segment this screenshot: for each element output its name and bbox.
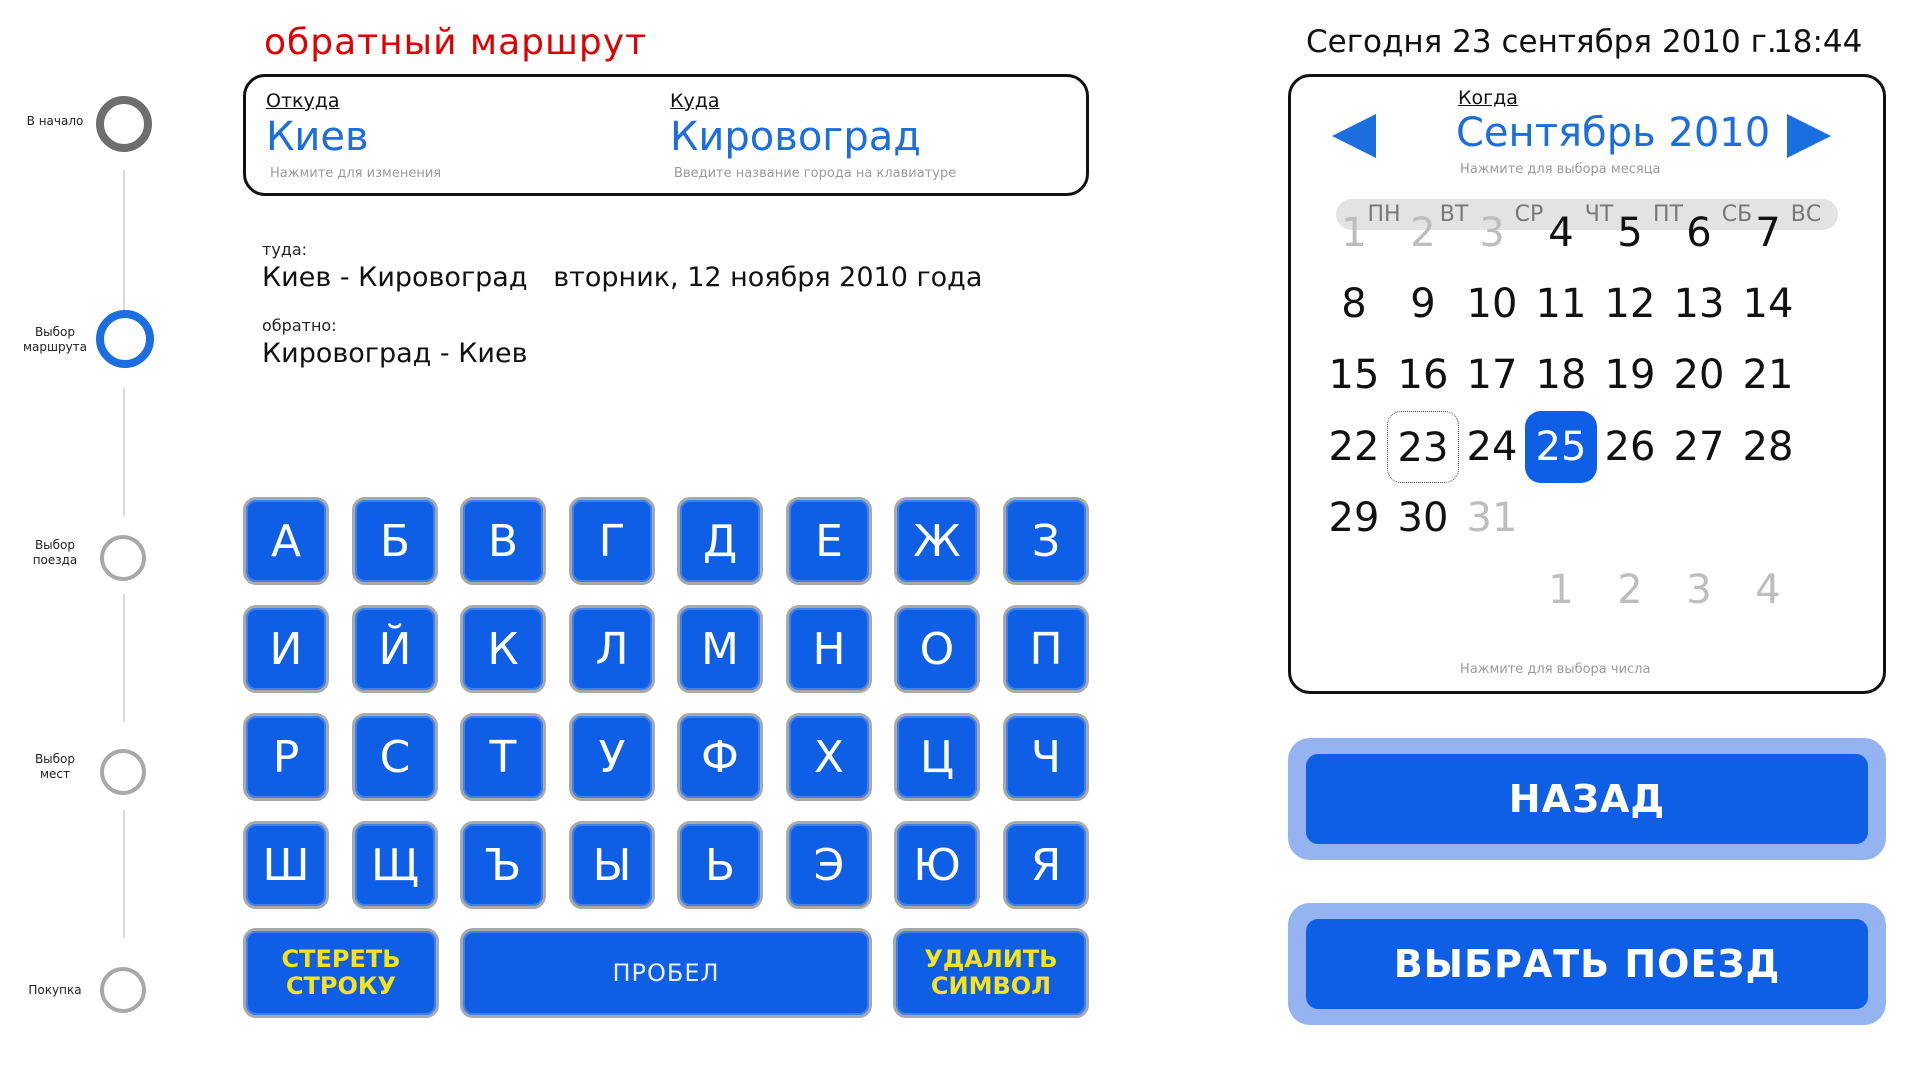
key-letter[interactable]: Э (786, 821, 872, 909)
today-date: Сегодня 23 сентября 2010 г. (1306, 24, 1777, 60)
route-title: обратный маршрут (264, 22, 648, 63)
calendar-day[interactable]: 27 (1673, 424, 1725, 470)
calendar-day[interactable]: 19 (1604, 352, 1656, 398)
calendar-day[interactable]: 17 (1466, 352, 1518, 398)
key-letter[interactable]: Б (352, 497, 438, 585)
step-done-icon (96, 96, 152, 152)
calendar-day[interactable]: 24 (1466, 424, 1518, 470)
key-letter[interactable]: Ж (894, 497, 980, 585)
key-letter[interactable]: Ч (1003, 713, 1089, 801)
calendar-day[interactable]: 16 (1397, 352, 1449, 398)
calendar-day-today[interactable]: 23 (1387, 411, 1459, 483)
calendar-day: 3 (1686, 567, 1712, 613)
key-letter[interactable]: Н (786, 605, 872, 693)
calendar-day[interactable]: 7 (1755, 210, 1781, 256)
month-hint: Нажмите для выбора месяца (1460, 162, 1661, 177)
step-purchase[interactable] (0, 960, 160, 1020)
there-caption: туда: (262, 240, 308, 259)
calendar-day: 3 (1479, 210, 1505, 256)
calendar-day[interactable]: 10 (1466, 281, 1518, 327)
calendar-day[interactable]: 22 (1328, 424, 1380, 470)
key-letter[interactable]: В (460, 497, 546, 585)
from-hint: Нажмите для изменения (270, 166, 442, 181)
to-hint: Введите название города на клавиатуре (674, 166, 957, 181)
calendar-day: 1 (1548, 567, 1574, 613)
key-letter[interactable]: С (352, 713, 438, 801)
step-pending-icon (100, 749, 146, 795)
calendar-day[interactable]: 11 (1535, 281, 1587, 327)
step-connector (123, 594, 125, 722)
day-hint: Нажмите для выбора числа (1460, 662, 1651, 677)
calendar-day[interactable]: 6 (1686, 210, 1712, 256)
step-label: Покупка (28, 983, 82, 997)
key-letter[interactable]: А (243, 497, 329, 585)
there-line: Киев - Кировоград вторник, 12 ноября 2010 года (262, 262, 983, 293)
key-letter[interactable]: Х (786, 713, 872, 801)
weekday-label: ВС (1790, 202, 1822, 227)
clear-line-button[interactable]: СТЕРЕТЬ СТРОКУ (243, 928, 439, 1018)
key-letter[interactable]: Щ (352, 821, 438, 909)
current-time: 18:44 (1773, 24, 1863, 60)
step-label: В начало (26, 114, 84, 128)
key-letter[interactable]: М (677, 605, 763, 693)
key-letter[interactable]: Ь (677, 821, 763, 909)
calendar-day[interactable]: 4 (1548, 210, 1574, 256)
key-letter[interactable]: Л (569, 605, 655, 693)
key-letter[interactable]: Ф (677, 713, 763, 801)
key-letter[interactable]: И (243, 605, 329, 693)
key-letter[interactable]: Ы (569, 821, 655, 909)
from-value: Киев (266, 114, 369, 160)
calendar-day[interactable]: 20 (1673, 352, 1725, 398)
to-caption: Куда (670, 90, 720, 112)
weekday-label: СБ (1721, 202, 1753, 227)
calendar-month[interactable]: Сентябрь 2010 (1456, 110, 1771, 156)
step-label: Выбор мест (34, 752, 76, 781)
step-pending-icon (100, 967, 146, 1013)
calendar-day: 2 (1410, 210, 1436, 256)
to-value: Кировоград (670, 114, 921, 160)
step-connector (123, 810, 125, 938)
calendar-day[interactable]: 21 (1742, 352, 1794, 398)
key-letter[interactable]: Р (243, 713, 329, 801)
key-letter[interactable]: Д (677, 497, 763, 585)
step-pending-icon (100, 535, 146, 581)
back-line: Кировоград - Киев (262, 338, 528, 369)
key-letter[interactable]: Е (786, 497, 872, 585)
calendar-day: 2 (1617, 567, 1643, 613)
key-letter[interactable]: Т (460, 713, 546, 801)
key-letter[interactable]: Й (352, 605, 438, 693)
calendar-day[interactable]: 15 (1328, 352, 1380, 398)
calendar-day[interactable]: 29 (1328, 495, 1380, 541)
step-train[interactable] (0, 530, 160, 590)
step-seats[interactable] (0, 744, 160, 804)
weekday-label: ЧТ (1584, 202, 1614, 227)
calendar-day: 31 (1466, 495, 1518, 541)
key-letter[interactable]: Ю (894, 821, 980, 909)
calendar-day[interactable]: 18 (1535, 352, 1587, 398)
back-caption: обратно: (262, 316, 337, 335)
step-label: Выбор поезда (32, 538, 78, 567)
key-letter[interactable]: Я (1003, 821, 1089, 909)
step-current-icon (96, 310, 154, 368)
weekday-label: ВТ (1439, 202, 1469, 227)
calendar-day[interactable]: 14 (1742, 281, 1794, 327)
key-letter[interactable]: Ц (894, 713, 980, 801)
back-button[interactable]: НАЗАД (1306, 754, 1868, 844)
calendar-day: 1 (1341, 210, 1367, 256)
route-box (243, 74, 1089, 196)
choose-train-button[interactable]: ВЫБРАТЬ ПОЕЗД (1306, 919, 1868, 1009)
calendar-day: 4 (1755, 567, 1781, 613)
next-month-icon[interactable] (1787, 114, 1831, 158)
choose-train-button-frame (1288, 903, 1886, 1025)
step-connector (123, 170, 125, 310)
weekday-label: ПН (1367, 202, 1401, 227)
calendar-day[interactable]: 8 (1341, 281, 1367, 327)
calendar-day[interactable]: 13 (1673, 281, 1725, 327)
calendar-day-selected[interactable]: 25 (1525, 411, 1597, 483)
weekday-label: СР (1514, 202, 1544, 227)
calendar-day[interactable]: 26 (1604, 424, 1656, 470)
calendar-day[interactable]: 9 (1410, 281, 1436, 327)
calendar-day[interactable]: 28 (1742, 424, 1794, 470)
from-caption: Откуда (266, 90, 340, 112)
key-letter[interactable]: У (569, 713, 655, 801)
key-letter[interactable]: О (894, 605, 980, 693)
key-letter[interactable]: К (460, 605, 546, 693)
calendar-day[interactable]: 30 (1397, 495, 1449, 541)
key-letter[interactable]: П (1003, 605, 1089, 693)
space-button[interactable]: ПРОБЕЛ (460, 928, 872, 1018)
step-connector (123, 388, 125, 516)
key-letter[interactable]: З (1003, 497, 1089, 585)
step-home[interactable] (0, 96, 160, 156)
calendar-caption: Когда (1458, 87, 1518, 109)
key-letter[interactable]: Ш (243, 821, 329, 909)
step-route[interactable] (0, 310, 160, 370)
key-letter[interactable]: Ъ (460, 821, 546, 909)
weekday-label: ПТ (1653, 202, 1683, 227)
key-letter[interactable]: Г (569, 497, 655, 585)
back-button-frame (1288, 738, 1886, 860)
step-label: Выбор маршрута (22, 325, 88, 354)
calendar-day[interactable]: 12 (1604, 281, 1656, 327)
prev-month-icon[interactable] (1332, 114, 1376, 158)
calendar-day[interactable]: 5 (1617, 210, 1643, 256)
delete-char-button[interactable]: УДАЛИТЬ СИМВОЛ (893, 928, 1089, 1018)
